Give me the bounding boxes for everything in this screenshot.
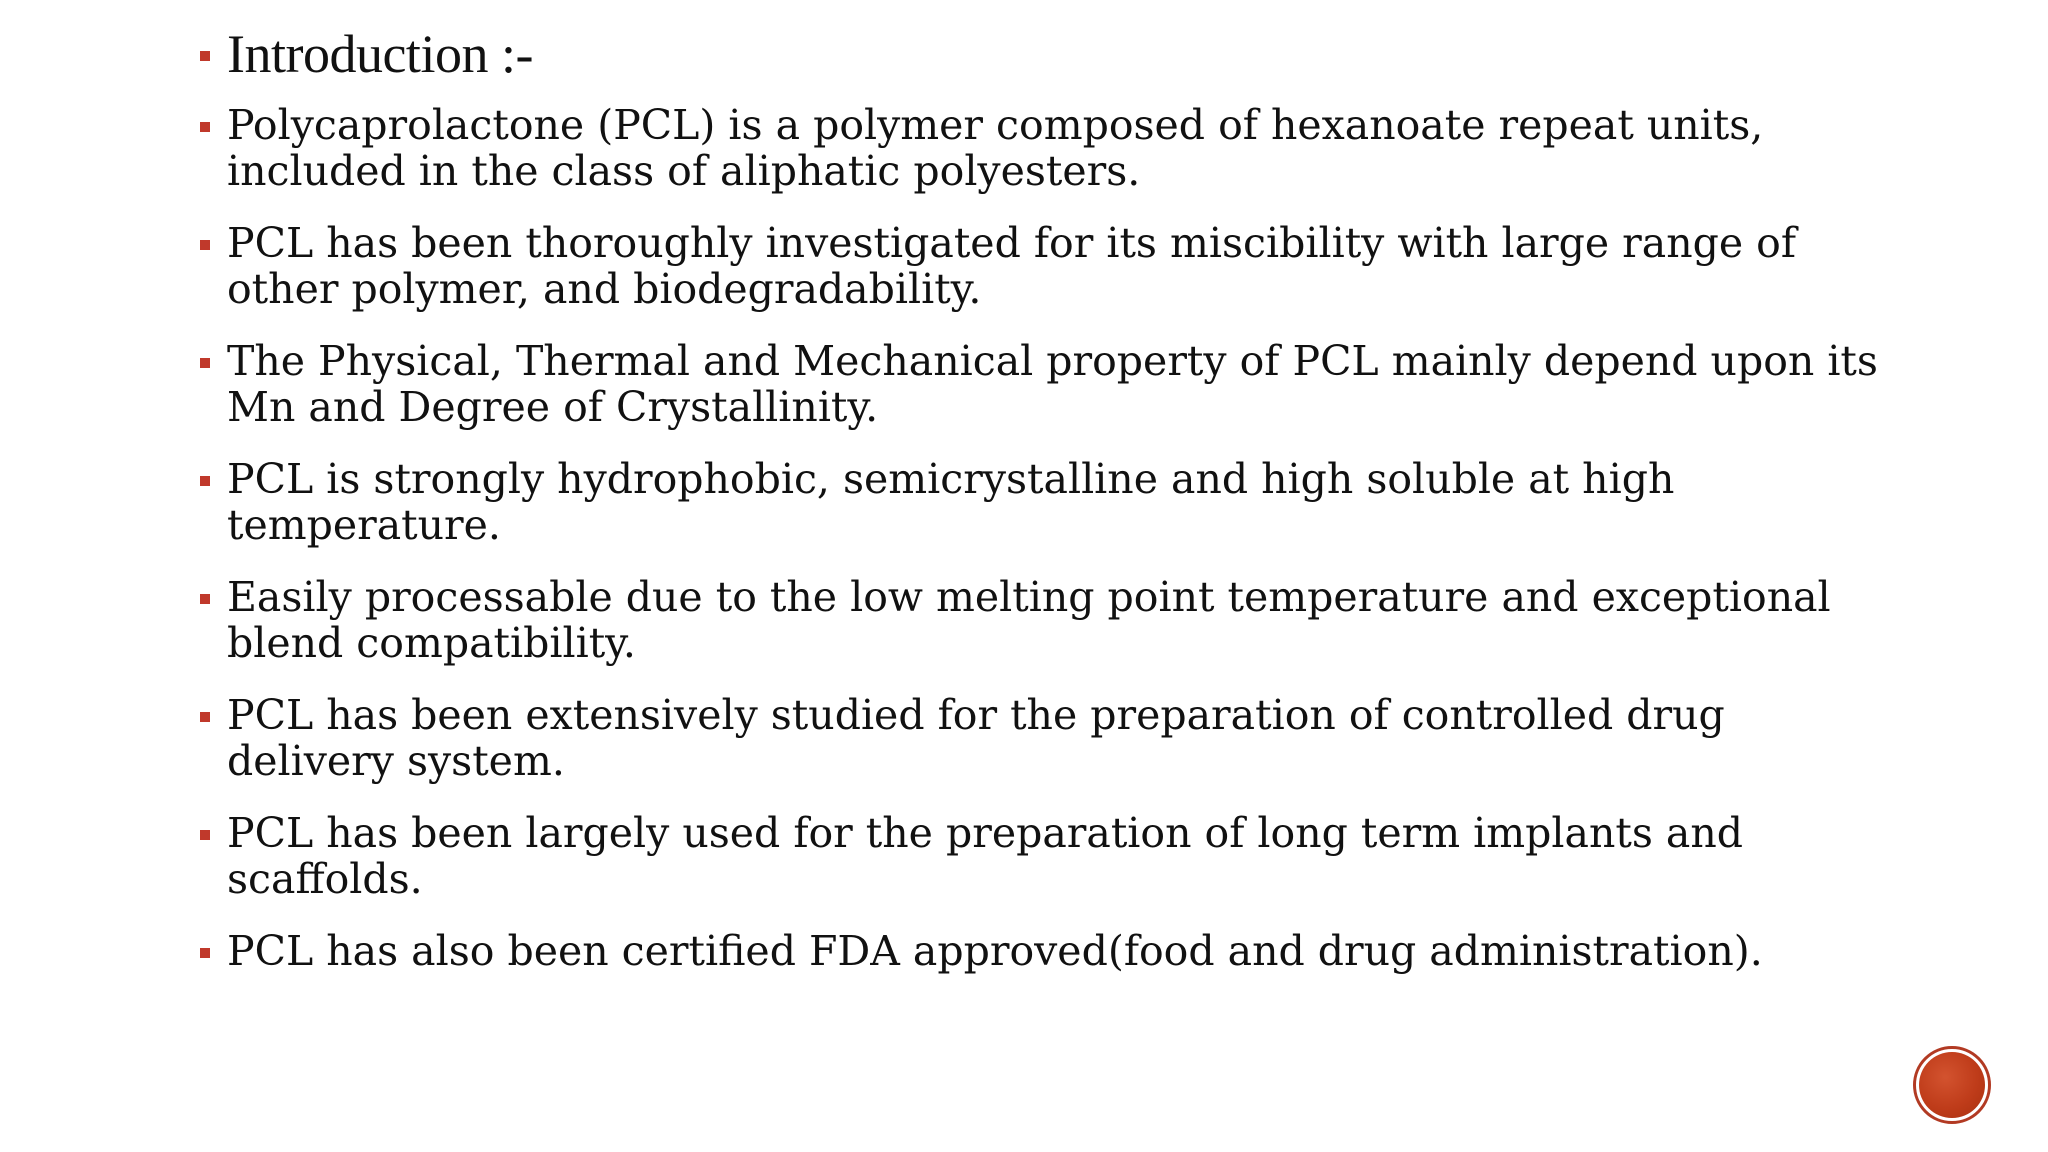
bullet-item [194,928,1894,974]
bullet-item [194,102,1894,194]
slide-heading [194,24,1894,84]
bullet-text: PCL has been thoroughly investigated for its miscibility with large range of other polymer, and biodegradability. [227,219,1797,313]
square-bullet-icon [200,830,210,840]
bullet-text: The Physical, Thermal and Mechanical property of PCL mainly depend upon its Mn and Degree of Crystallinity. [227,337,1878,431]
square-bullet-icon [200,51,210,61]
bullet-item [194,456,1894,548]
bullet-item [194,692,1894,784]
bullet-text: Polycaprolactone (PCL) is a polymer composed of hexanoate repeat units, included in the class of aliphatic polyesters. [227,101,1764,195]
square-bullet-icon [200,358,210,368]
heading-text: Introduction :- [227,24,533,84]
bullet-item [194,220,1894,312]
square-bullet-icon [200,476,210,486]
bullet-text: PCL has been largely used for the preparation of long term implants and scaffolds. [227,809,1743,903]
bullet-item [194,574,1894,666]
bullet-item [194,810,1894,902]
square-bullet-icon [200,712,210,722]
square-bullet-icon [200,594,210,604]
square-bullet-icon [200,240,210,250]
bullet-text: PCL has been extensively studied for the preparation of controlled drug delivery system. [227,691,1725,785]
bullet-text: PCL has also been certified FDA approved(food and drug administration). [227,927,1763,975]
bullet-item [194,338,1894,430]
bullet-text: PCL is strongly hydrophobic, semicrystalline and high soluble at high temperature. [227,455,1675,549]
slide-nav-button[interactable] [1913,1046,1991,1124]
bullet-text: Easily processable due to the low melting point temperature and exceptional blend compatibility. [227,573,1831,667]
red-circle-nav-icon [1919,1052,1985,1118]
slide-content [194,24,1894,1000]
square-bullet-icon [200,948,210,958]
square-bullet-icon [200,122,210,132]
